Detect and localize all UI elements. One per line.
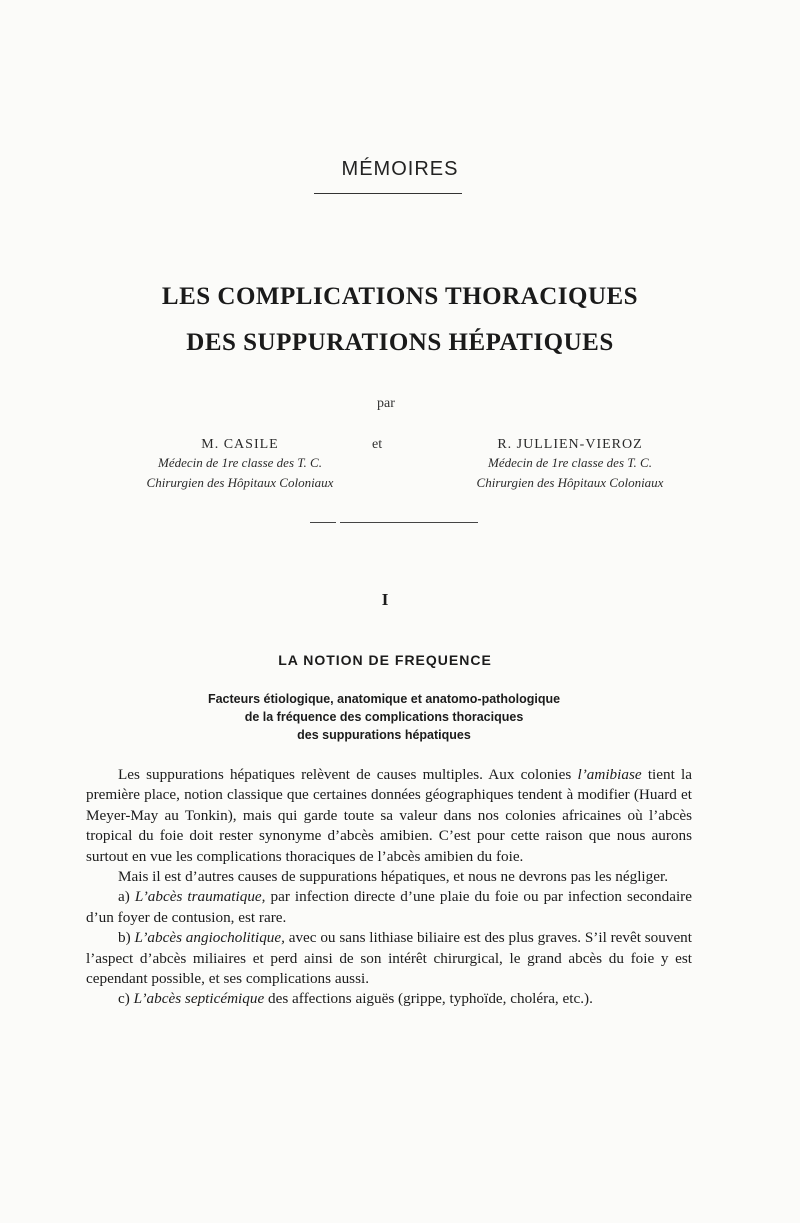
author-rank: Médecin de 1re classe des T. C. [158,455,322,470]
byline-par: par [377,396,395,411]
byline-et: et [372,437,383,452]
section-label: MÉMOIRES [341,158,459,180]
subheading-line: Facteurs étiologique, anatomique et anatomo-pathologique [207,692,561,706]
paragraph-text: c) [118,990,134,1008]
paragraph-text: Mais il est d’autres causes de suppurations hépatiques, et nous ne devrons pas les négliger. [118,868,668,886]
article-body [86,765,692,1010]
paragraph-text: b) [118,929,135,947]
paragraph-text: des affections aiguës (grippe, typhoïde, choléra, etc.). [264,990,593,1008]
paragraph-text: Les suppurations hépatiques relèvent de causes multiples. Aux colonies [118,766,578,783]
byline-divider-long [340,522,478,523]
author-role: Chirurgien des Hôpitaux Coloniaux [146,475,334,490]
paragraph-item-a [86,887,692,928]
section-number: I [381,590,389,609]
section-subheading [0,690,768,744]
subheading-line: de la fréquence des complications thoraciques [244,710,524,724]
author-role: Chirurgien des Hôpitaux Coloniaux [476,475,664,490]
paragraph-item-c [86,989,692,1009]
paragraph-text: tient la première place, notion classique que certaines données géographiques tendent à modifier (Huard et Meyer-May au Tonkin), mais qui garde toute sa valeur dans nos colonies africaines où l’abcès tropical du foie doit rester synonyme d’abcès amibien. C’est pour cette raison que nous aurons surtout en vue les complications thoraciques de l’abcès amibien du foie. [86,766,692,865]
paragraph [86,867,692,887]
author-rank: Médecin de 1re classe des T. C. [488,455,652,470]
paragraph-emphasis: L’abcès septicémique [133,990,265,1008]
author-block-casile [80,437,400,493]
paragraph [86,765,692,867]
paragraph-text: avec ou sans lithiase biliaire est des plus graves. S’il revêt souvent l’aspect d’abcès miliaires et perd ainsi de son intérêt chirurgical, le grand abcès du foie y est cependant possible, et ses complications aussi. [86,929,692,988]
paragraph-text: a) [118,888,135,906]
author-name: R. JULLIEN-VIEROZ [497,437,643,452]
article-title-line-1: LES COMPLICATIONS THORACIQUES [161,283,639,310]
section-heading: LA NOTION DE FREQUENCE [278,652,492,668]
paragraph-emphasis: l’amibiase [577,766,642,783]
subheading-line: des suppurations hépatiques [297,728,471,742]
paragraph-item-b [86,928,692,989]
paragraph-emphasis: L’abcès angiocholitique, [134,929,285,947]
author-block-jullien-vieroz [400,437,740,493]
author-name: M. CASILE [201,437,279,452]
article-title-line-2: DES SUPPURATIONS HÉPATIQUES [186,329,614,356]
paragraph-text: par infection directe d’une plaie du foie ou par infection secondaire d’un foyer de contusion, est rare. [86,888,692,926]
paragraph-emphasis: L’abcès traumatique, [134,888,266,906]
byline-divider-short [310,522,336,523]
header-divider [314,193,462,194]
